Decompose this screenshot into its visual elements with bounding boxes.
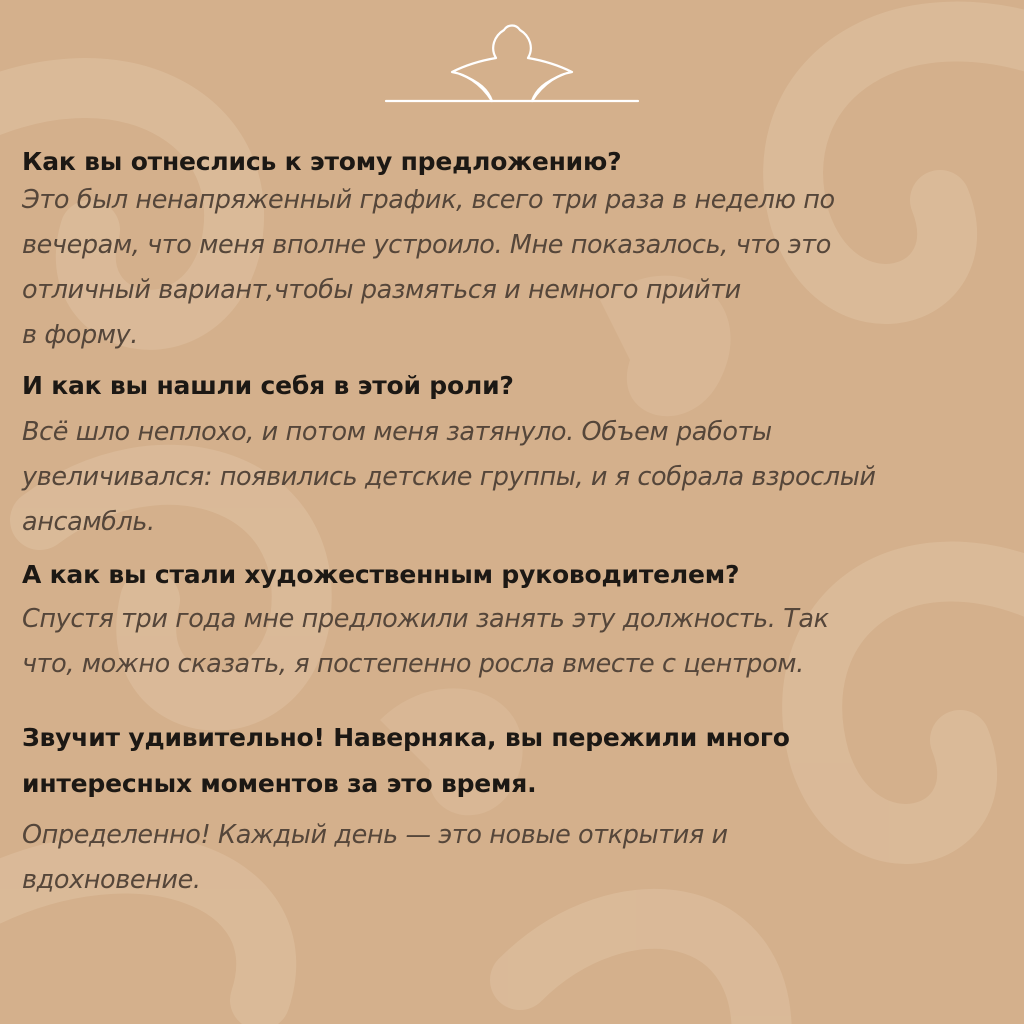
answer-text: Определенно! Каждый день — это новые открытия и вдохновение. bbox=[22, 820, 728, 895]
answer-text: Это был ненапряженный график, всего три раза в неделю по вечерам, что меня вполне устроило. Мне показалось, что это отличный вариант,чтобы размяться и немного прийти в форму. bbox=[22, 185, 835, 350]
interview-text bbox=[22, 140, 982, 903]
answer-text: Всё шло неплохо, и потом меня затянуло. Объем работы увеличивался: появились детские группы, и я собрала взрослый ансамбль. bbox=[22, 417, 876, 537]
question-heading: А как вы стали художественным руководителем? bbox=[22, 560, 740, 589]
qa-block bbox=[22, 364, 982, 545]
qa-block bbox=[22, 715, 982, 903]
qa-block bbox=[22, 553, 982, 687]
question-heading: Как вы отнеслись к этому предложению? bbox=[22, 147, 622, 176]
answer-text: Спустя три года мне предложили занять эту должность. Так что, можно сказать, я постепенно росла вместе с центром. bbox=[22, 604, 829, 679]
qa-block bbox=[22, 140, 982, 358]
question-heading: И как вы нашли себя в этой роли? bbox=[22, 371, 514, 400]
bird-emblem-icon bbox=[384, 18, 640, 108]
question-heading: Звучит удивительно! Наверняка, вы пережили много интересных моментов за это время. bbox=[22, 723, 790, 798]
